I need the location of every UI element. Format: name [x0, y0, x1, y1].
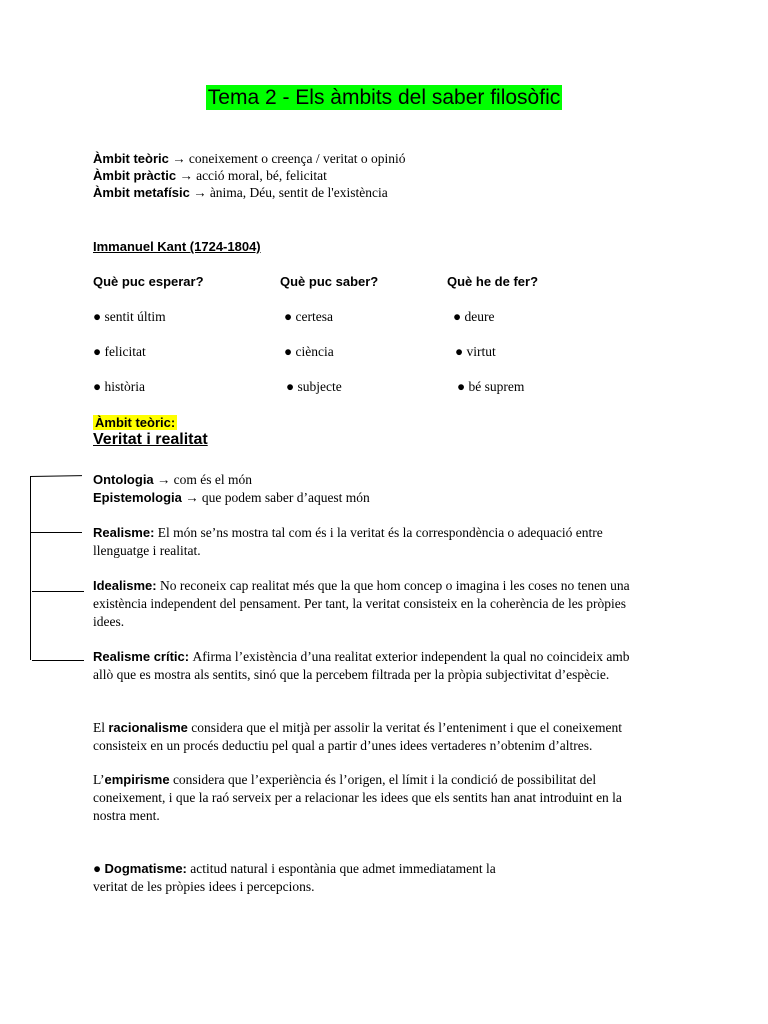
theory-text: allò que es mostra als sentits, sinó que la percebem filtrada per la pròpia subjectivitat d’espècie. [93, 667, 610, 682]
para-text: El [93, 720, 105, 735]
ambit-teoric-line [93, 150, 406, 168]
kant-question: Què he de fer? [447, 274, 539, 289]
ambit-metafisic-line [93, 184, 388, 202]
para-term: racionalisme [108, 720, 188, 735]
branch-desc: que podem saber d’aquest món [201, 490, 370, 505]
kant-question: Què puc saber? [280, 274, 379, 289]
arrow-icon: → [193, 185, 207, 200]
theory-term: Realisme: [93, 525, 155, 540]
kant-item: ● felicitat [93, 344, 146, 359]
kant-item: ● deure [453, 309, 495, 324]
kant-item: ● sentit últim [93, 309, 166, 324]
arrow-icon: → [172, 151, 186, 166]
theory-text: existència independent del pensament. Per tant, la veritat consisteix en la coherència de les pròpies [93, 596, 627, 611]
kant-item: ● subjecte [286, 379, 342, 394]
branch-ontologia [93, 471, 252, 489]
page-title [0, 86, 768, 110]
ambit-desc: ànima, Déu, sentit de l'existència [209, 185, 388, 200]
bracket-vertical [30, 476, 31, 660]
kant-item: ● història [93, 379, 146, 394]
theory-realisme-critic [93, 648, 673, 684]
para-text: considera que l’experiència és l’origen, el límit i la condició de possibilitat del [172, 772, 597, 787]
theory-term: Realisme crític: [93, 649, 190, 664]
section-label-highlight: Àmbit teòric: [95, 415, 176, 430]
arrow-icon: → [179, 168, 193, 183]
ambit-term: Àmbit pràctic [93, 168, 177, 183]
ambit-desc: acció moral, bé, felicitat [196, 168, 327, 183]
para-term: Dogmatisme: [104, 861, 187, 876]
kant-heading: Immanuel Kant (1724-1804) [93, 239, 261, 254]
branch-term: Epistemologia [93, 490, 182, 505]
title-highlight: Tema 2 - Els àmbits del saber filosòfic [207, 86, 561, 109]
bracket-tick [32, 591, 84, 592]
para-text: coneixement, i que la raó serveix per a relacionar les idees que els sentits han anat introduint en la [93, 790, 622, 805]
branch-epistemologia [93, 489, 370, 507]
racionalisme-paragraph [93, 719, 673, 755]
para-text: consisteix en un procés deductiu pel qual a partir d’unes idees vertaderes n’obtenim d’altres. [93, 738, 593, 753]
para-text: L’ [93, 772, 105, 787]
branch-desc: com és el món [173, 472, 253, 487]
kant-item: ● certesa [284, 309, 333, 324]
kant-item: ● virtut [455, 344, 496, 359]
para-text: actitud natural i espontània que admet immediatament la [190, 861, 496, 876]
kant-question: Què puc esperar? [93, 274, 204, 289]
dogmatisme-paragraph [93, 860, 673, 896]
bracket-tick [30, 475, 82, 477]
para-text: veritat de les pròpies idees i percepcions. [93, 879, 315, 894]
para-text: nostra ment. [93, 808, 160, 823]
bracket-tick [30, 532, 82, 533]
arrow-icon: → [185, 490, 199, 505]
bullet-icon: ● [93, 861, 102, 876]
ambit-term: Àmbit teòric [93, 151, 169, 166]
kant-item: ● ciència [284, 344, 334, 359]
theory-text: No reconeix cap realitat més que la que hom concep o imagina i les coses no tenen una [159, 578, 630, 593]
theory-text: Afirma l’existència d’una realitat exterior independent la qual no coincideix amb [192, 649, 630, 664]
para-term: empirisme [104, 772, 170, 787]
theory-realisme [93, 524, 673, 560]
section-title: Veritat i realitat [93, 431, 208, 448]
theory-text: idees. [93, 614, 125, 629]
theory-term: Idealisme: [93, 578, 157, 593]
branch-term: Ontologia [93, 472, 154, 487]
ambit-desc: coneixement o creença / veritat o opinió [188, 151, 406, 166]
theory-text: llenguatge i realitat. [93, 543, 201, 558]
theory-text: El món se’ns mostra tal com és i la veritat és la correspondència o adequació entre [157, 525, 603, 540]
section-label [93, 414, 177, 432]
arrow-icon: → [156, 472, 171, 487]
ambit-term: Àmbit metafísic [93, 185, 190, 200]
theory-idealisme [93, 577, 673, 631]
para-text: considera que el mitjà per assolir la veritat és l’enteniment i que el coneixement [191, 720, 622, 735]
bracket-tick [32, 660, 84, 661]
kant-item: ● bé suprem [457, 379, 525, 394]
empirisme-paragraph [93, 771, 673, 825]
ambit-practic-line [93, 167, 327, 185]
